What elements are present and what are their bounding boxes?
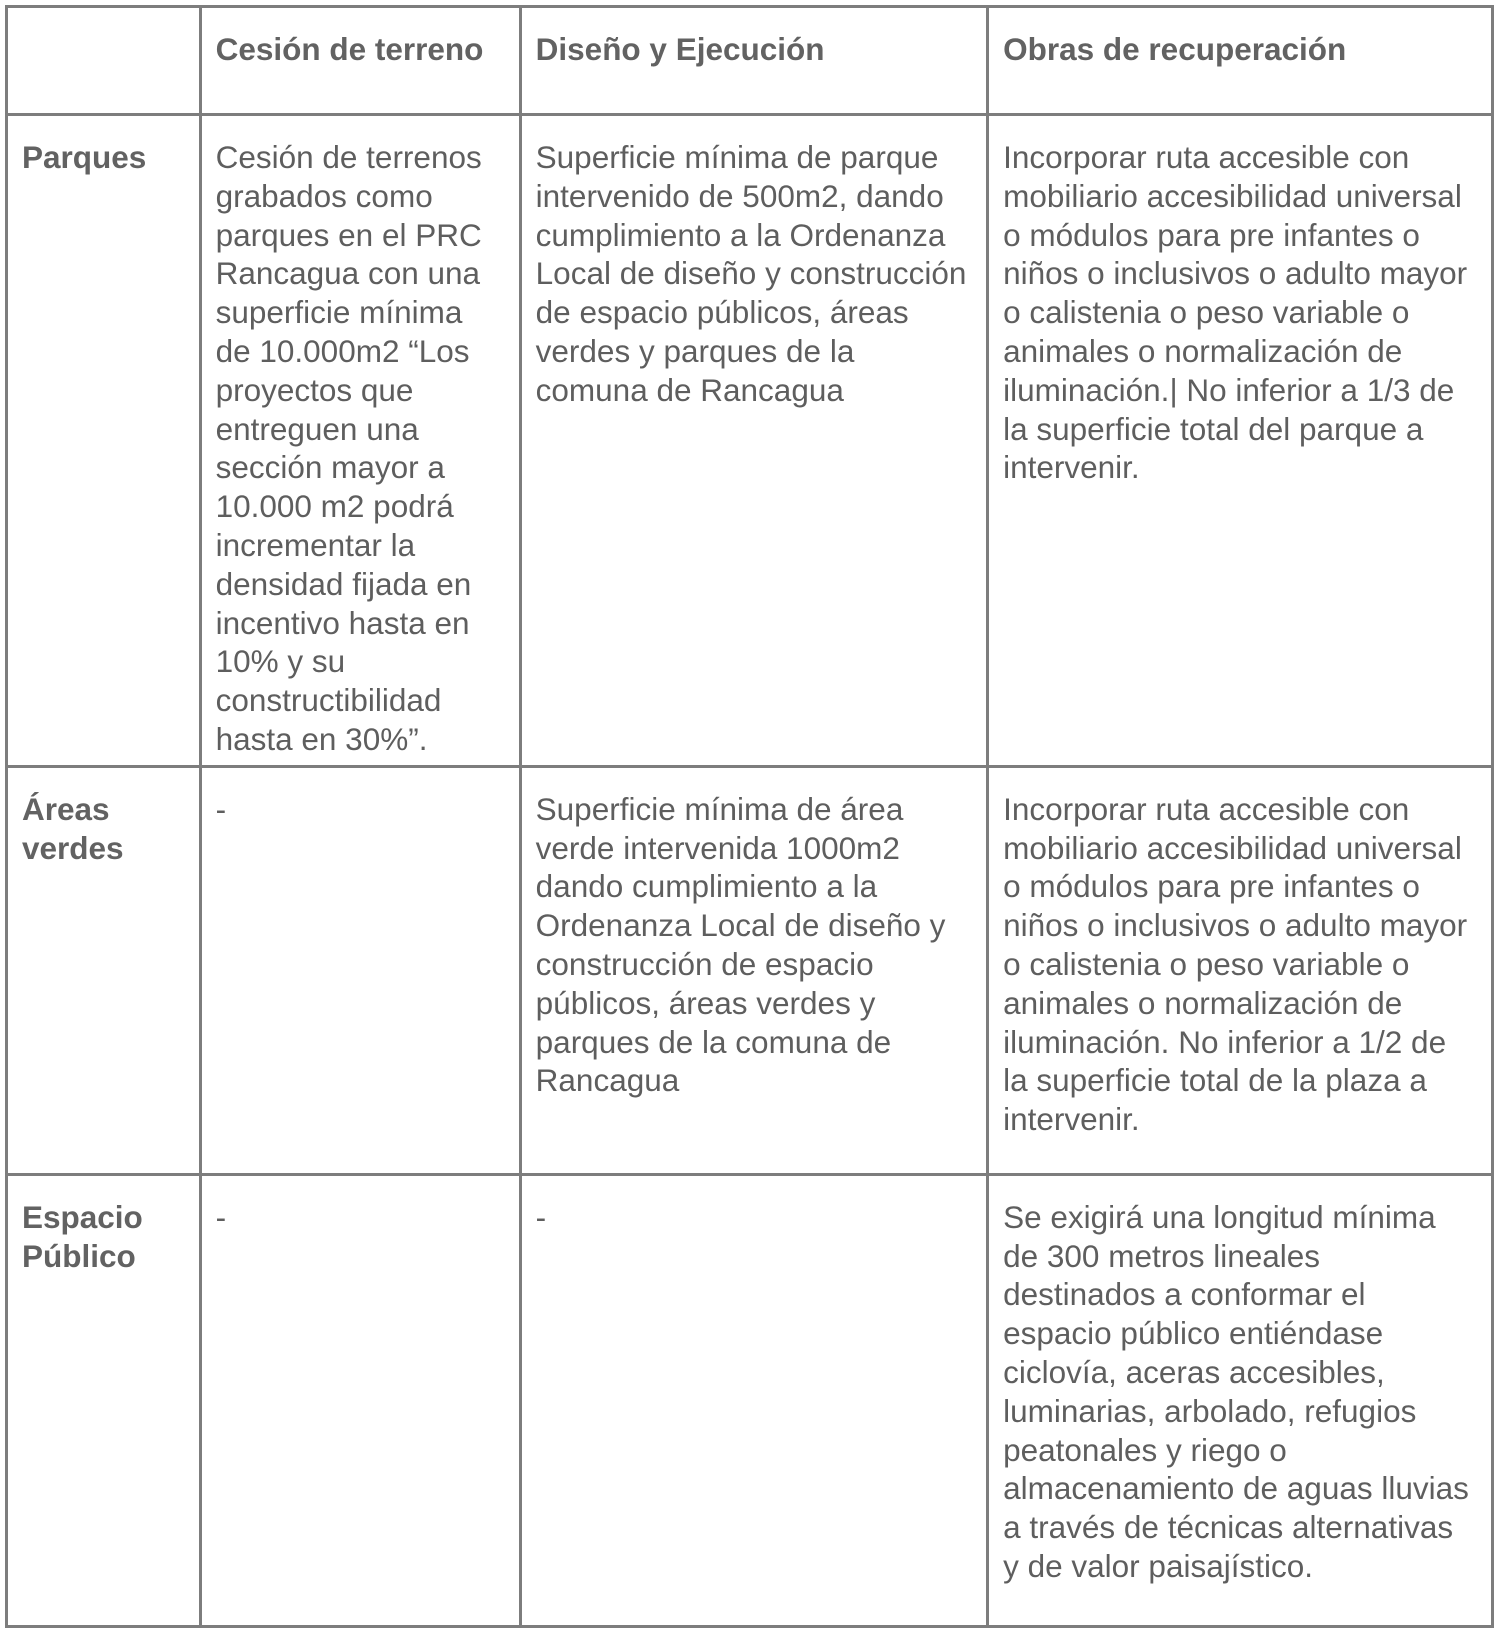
header-cell-diseno: Diseño y Ejecución [520,7,987,115]
row-label-espacio-publico: Espacio Público [7,1174,201,1626]
cell-obras: Incorporar ruta accesible con mobiliario accesibilidad universal o módulos para pre infantes o niños o inclusivos o adulto mayor o calistenia o peso variable o animales o normalización de iluminación.| No inferior a 1/3 de la superficie total del parque a intervenir. [988,115,1493,767]
cell-cesion: Cesión de terrenos grabados como parques en el PRC Rancagua con una superficie mínima de 10.000m2 “Los proyectos que entreguen una sección mayor a 10.000 m2 podrá incrementar la densidad fijada en incentivo hasta en 10% y su constructibilidad hasta en 30%”. [200,115,520,767]
cell-obras: Incorporar ruta accesible con mobiliario accesibilidad universal o módulos para pre infantes o niños o inclusivos o adulto mayor o calistenia o peso variable o animales o normalización de iluminación. No inferior a 1/2 de la superficie total de la plaza a intervenir. [988,766,1493,1174]
table-row [7,1174,1493,1626]
cell-diseno: - [520,1174,987,1626]
cell-diseno: Superficie mínima de parque intervenido de 500m2, dando cumplimiento a la Ordenanza Local de diseño y construcción de espacio públicos, áreas verdes y parques de la comuna de Rancagua [520,115,987,767]
table-row [7,115,1493,767]
table-row [7,766,1493,1174]
header-cell-obras: Obras de recuperación [988,7,1493,115]
header-cell-cesion: Cesión de terreno [200,7,520,115]
cell-diseno: Superficie mínima de área verde intervenida 1000m2 dando cumplimiento a la Ordenanza Local de diseño y construcción de espacio públicos, áreas verdes y parques de la comuna de Rancagua [520,766,987,1174]
cell-cesion: - [200,1174,520,1626]
cell-obras: Se exigirá una longitud mínima de 300 metros lineales destinados a conformar el espacio público entiéndase ciclovía, aceras accesibles, luminarias, arbolado, refugios peatonales y riego o almacenamiento de aguas lluvias a través de técnicas alternativas y de valor paisajístico. [988,1174,1493,1626]
cell-cesion: - [200,766,520,1174]
requirements-table [5,5,1494,1628]
header-cell-empty [7,7,201,115]
row-label-parques: Parques [7,115,201,767]
row-label-areas-verdes: Áreas verdes [7,766,201,1174]
header-row [7,7,1493,115]
